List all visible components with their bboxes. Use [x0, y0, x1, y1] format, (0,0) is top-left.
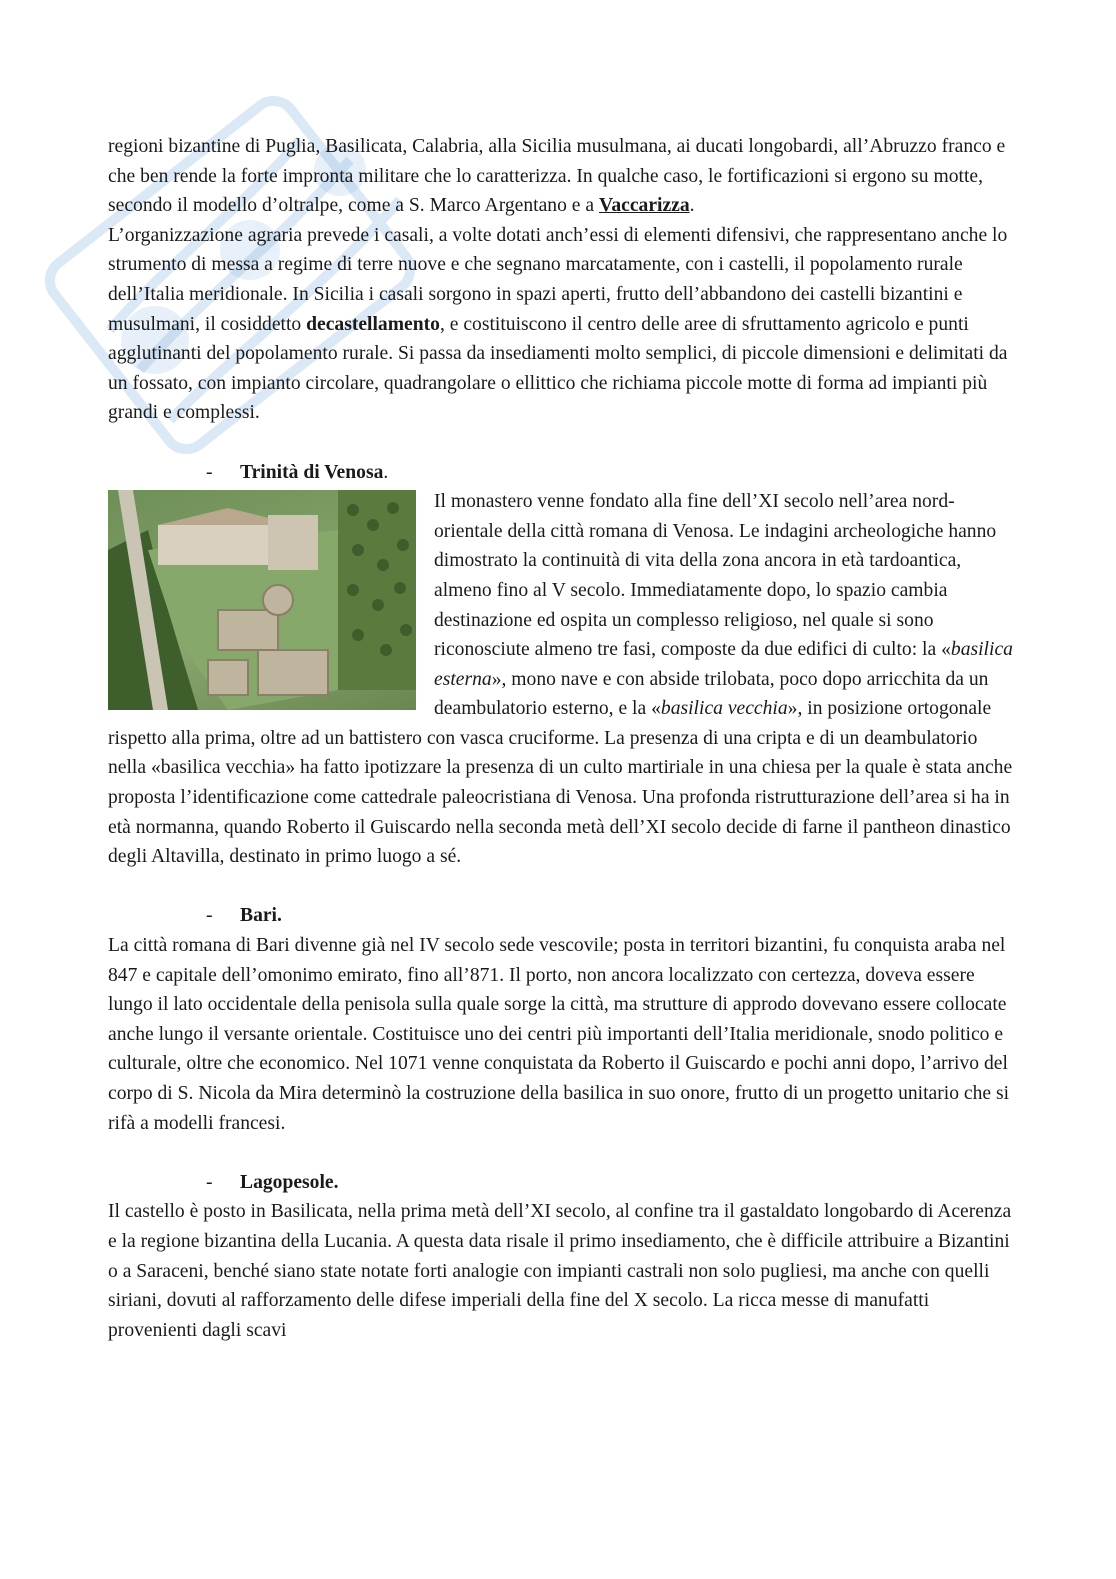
section-heading-venosa: - Trinità di Venosa. — [206, 461, 389, 483]
document-page — [108, 132, 1013, 1345]
section-heading-bari: - Bari. — [206, 905, 282, 927]
decastellamento-term: decastellamento — [306, 313, 440, 335]
vaccarizza-link[interactable]: Vaccarizza — [598, 195, 690, 217]
intro-paragraph: regioni bizantine di Puglia, Basilicata, Calabria, alla Sicilia musulmana, ai ducati longobardi, all’Abruzzo franco e che ben rende la forte impronta militare che lo caratterizza. In qualche caso, le fortificazioni si ergono su motte, secondo il modello d’oltralpe, come a S. Marco Argentano e a Vaccarizza. — [108, 136, 1006, 217]
bari-title: Bari. — [240, 905, 282, 927]
casali-paragraph: L’organizzazione agraria prevede i casali, a volte dotati anch’essi di elementi difensivi, che rappresentano anche lo strumento di messa a regime di terre nuove e che segnano marcatamente, con i castelli, il popolamento rurale dell’Italia meridionale. In Sicilia i casali sorgono in spazi aperti, frutto dell’abbandono dei castelli bizantini e musulmani, il cosiddetto decastellamento, e costituiscono il centro delle aree di sfruttamento agricolo e punti agglutinanti del popolamento rurale. Si passa da insediamenti molto semplici, di piccole dimensioni e delimitati da un fossato, con impianto circolare, quadrangolare o ellittico che richiama piccole motte di forma ad impianti più grandi e complessi. — [108, 224, 1008, 424]
lagopesole-title: Lagopesole. — [240, 1171, 339, 1193]
venosa-title: Trinità di Venosa — [240, 461, 384, 483]
section-heading-lagopesole: - Lagopesole. — [206, 1171, 339, 1193]
bari-paragraph: La città romana di Bari divenne già nel IV secolo sede vescovile; posta in territori bizantini, fu conquista araba nel 847 e capitale dell’omonimo emirato, fino all’871. Il porto, non ancora localizzato con certezza, doveva essere lungo il lato occidentale della penisola sulla quale sorge la città, ma strutture di approdo dovevano essere collocate anche lungo il versante orientale. Costituisce uno dei centri più importanti dell’Italia meridionale, snodo politico e culturale, oltre che economico. Nel 1071 venne conquistata da Roberto il Guiscardo e pochi anni dopo, l’arrivo del corpo di S. Nicola da Mira determinò la costruzione della basilica in suo onore, frutto di un progetto unitario che si rifà a modelli francesi. — [108, 935, 1010, 1134]
venosa-aerial-photo — [108, 490, 416, 710]
venosa-paragraph: Il monastero venne fondato alla fine dell’XI secolo nell’area nord-orientale della città romana di Venosa. Le indagini archeologiche hanno dimostrato la continuità di vita della zona ancora in età tardoantica, almeno fino al V secolo. Immediatamente dopo, lo spazio cambia destinazione ed ospita un complesso religioso, nel quale si sono riconosciute almeno tre fasi, composte da due edifici di culto: la «basilica esterna», mono nave e con abside trilobata, poco dopo arricchita da un deambulatorio esterno, e la «basilica vecchia», in posizione ortogonale rispetto alla prima, oltre ad un battistero con vasca cruciforme. La presenza di una cripta e di un deambulatorio nella «basilica vecchia» ha fatto ipotizzare la presenza di un culto martiriale in una chiesa per la quale è stata anche proposta l’identificazione come cattedrale paleocristiana di Venosa. Una profonda ristrutturazione dell’area si ha in età normanna, quando Roberto il Guiscardo nella seconda metà dell’XI secolo decide di farne il pantheon dinastico degli Altavilla, destinato in primo luogo a sé. — [108, 491, 1013, 868]
lagopesole-paragraph: Il castello è posto in Basilicata, nella prima metà dell’XI secolo, al confine tra il gastaldato longobardo di Acerenza e la regione bizantina della Lucania. A questa data risale il primo insediamento, che è difficile attribuire a Bizantini o a Saraceni, benché siano state notate forti analogie con impianti castrali non solo pugliesi, ma anche con quelli siriani, dovuti al rafforzamento delle difese imperiali della fine del X secolo. La ricca messe di manufatti provenienti dagli scavi — [108, 1201, 1012, 1341]
